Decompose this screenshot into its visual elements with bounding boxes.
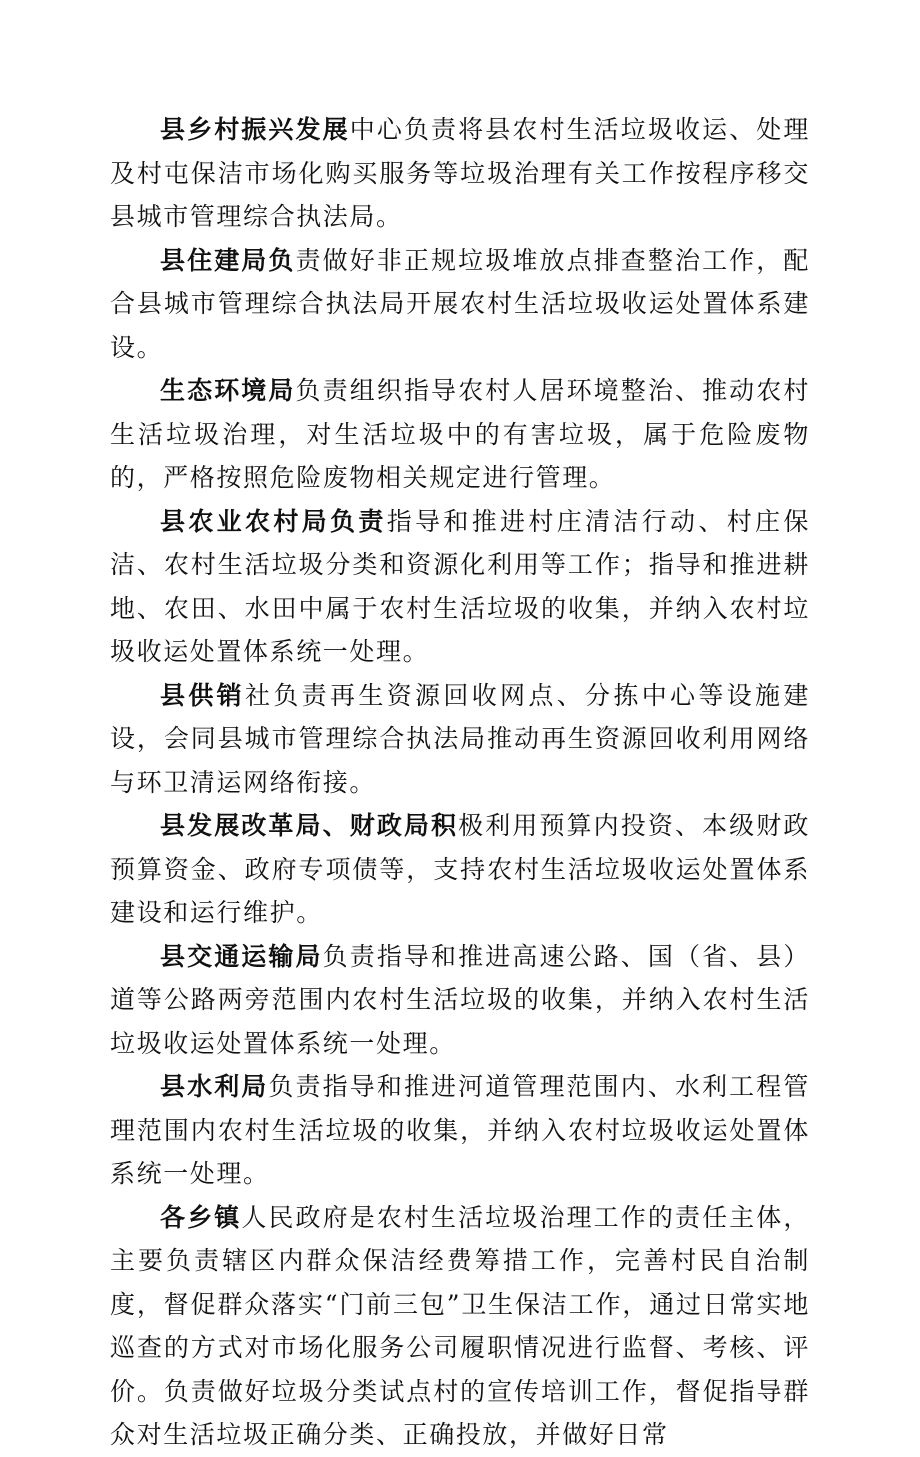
paragraph-agriculture-bureau xyxy=(110,500,810,674)
paragraph-supply-marketing xyxy=(110,674,810,805)
paragraph-townships xyxy=(110,1196,810,1457)
paragraph-text: 人民政府是农村生活垃圾治理工作的责任主体，主要负责辖区内群众保洁经费筹措工作，完善村民自治制度，督促群众落实“门前三包”卫生保洁工作，通过日常实地巡查的方式对市场化服务公司履职情况进行监督、考核、评价。负责做好垃圾分类试点村的宣传培训工作，督促指导群众对生活垃圾正确分类、正确投放，并做好日常 xyxy=(110,1202,810,1449)
paragraph-development-finance xyxy=(110,804,810,935)
paragraph-text: 社负责再生资源回收网点、分拣中心等设施建设，会同县城市管理综合执法局推动再生资源回收利用网络与环卫清运网络衔接。 xyxy=(110,680,810,797)
paragraph-transport-bureau xyxy=(110,935,810,1066)
paragraph-water-bureau xyxy=(110,1065,810,1196)
paragraph-text: 极利用预算内投资、本级财政预算资金、政府专项债等，支持农村生活垃圾收运处置体系建设和运行维护。 xyxy=(110,811,810,927)
paragraph-text: 负责指导和推进河道管理范围内、水利工程管理范围内农村生活垃圾的收集，并纳入农村垃圾收运处置体系统一处理。 xyxy=(110,1072,810,1188)
paragraph-lead: 县供销 xyxy=(160,680,246,710)
paragraph-lead: 县发展改革局、财政局积 xyxy=(160,811,459,840)
paragraph-lead: 县住建局负 xyxy=(160,245,296,275)
paragraph-text: 负责指导和推进高速公路、国（省、县）道等公路两旁范围内农村生活垃圾的收集，并纳入农村生活垃圾收运处置体系统一处理。 xyxy=(110,941,810,1058)
paragraph-lead: 生态环境局 xyxy=(160,376,296,405)
paragraph-text: 负责组织指导农村人居环境整治、推动农村生活垃圾治理，对生活垃圾中的有害垃圾，属于危险废物的，严格按照危险废物相关规定进行管理。 xyxy=(110,376,810,492)
paragraph-housing-bureau xyxy=(110,239,810,370)
paragraph-lead: 各乡镇 xyxy=(160,1202,242,1232)
document-body xyxy=(110,108,810,1457)
paragraph-lead: 县交通运输局 xyxy=(160,941,323,971)
paragraph-rural-revitalization xyxy=(110,108,810,239)
paragraph-lead: 县水利局 xyxy=(160,1072,269,1101)
paragraph-text: 指导和推进村庄清洁行动、村庄保洁、农村生活垃圾分类和资源化利用等工作；指导和推进耕地、农田、水田中属于农村生活垃圾的收集，并纳入农村垃圾收运处置体系统一处理。 xyxy=(110,506,810,666)
paragraph-text: 中心负责将县农村生活垃圾收运、处理及村屯保洁市场化购买服务等垃圾治理有关工作按程序移交县城市管理综合执法局。 xyxy=(110,115,811,231)
paragraph-lead: 县农业农村局负责 xyxy=(160,506,387,536)
paragraph-ecology-bureau xyxy=(110,369,810,500)
paragraph-lead: 县乡村振兴发展 xyxy=(160,115,350,144)
paragraph-text: 责做好非正规垃圾堆放点排查整治工作，配合县城市管理综合执法局开展农村生活垃圾收运处置体系建设。 xyxy=(110,245,810,362)
